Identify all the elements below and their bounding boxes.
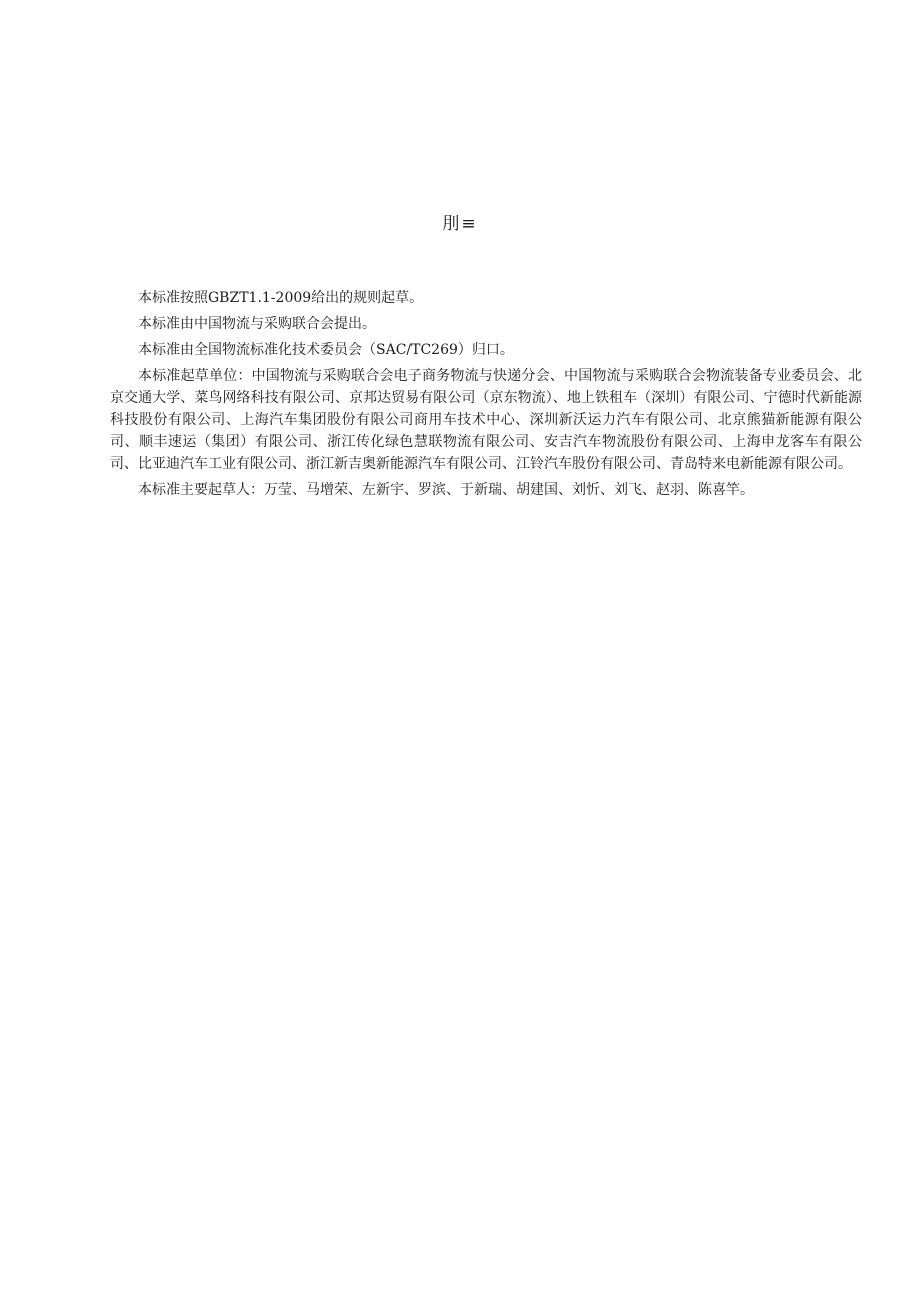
document-body (110, 287, 862, 505)
paragraph-drafting-rules: 本标准按照GBZT1.1-2009给出的规则起草。 (138, 290, 424, 306)
paragraph-committee: 本标准由全国物流标准化技术委员会（SAC/TC269）归口。 (138, 342, 514, 358)
paragraph-drafters: 本标准主要起草人：万莹、马增荣、左新宇、罗滨、于新瑞、胡建国、刘忻、刘飞、赵羽、陈喜竿。 (138, 482, 754, 498)
paragraph-drafting-units: 本标准起草单位：中国物流与采购联合会电子商务物流与快递分会、中国物流与采购联合会物流装备专业委员会、北京交通大学、菜鸟网络科技有限公司、京邦达贸易有限公司（京东物流）、地上铁租车（深圳）有限公司、宁德时代新能源科技股份有限公司、上海汽车集团股份有限公司商用车技术中心、深圳新沃运力汽车有限公司、北京熊猫新能源有限公司、顺丰速运（集团）有限公司、浙江传化绿色慧联物流有限公司、安吉汽车物流股份有限公司、上海申龙客车有限公司、比亚迪汽车工业有限公司、浙江新吉奥新能源汽车有限公司、江铃汽车股份有限公司、青岛特来电新能源有限公司。 (110, 368, 862, 472)
paragraph-proposer: 本标准由中国物流与采购联合会提出。 (138, 316, 376, 332)
page-title: 刖≡ (442, 214, 478, 234)
